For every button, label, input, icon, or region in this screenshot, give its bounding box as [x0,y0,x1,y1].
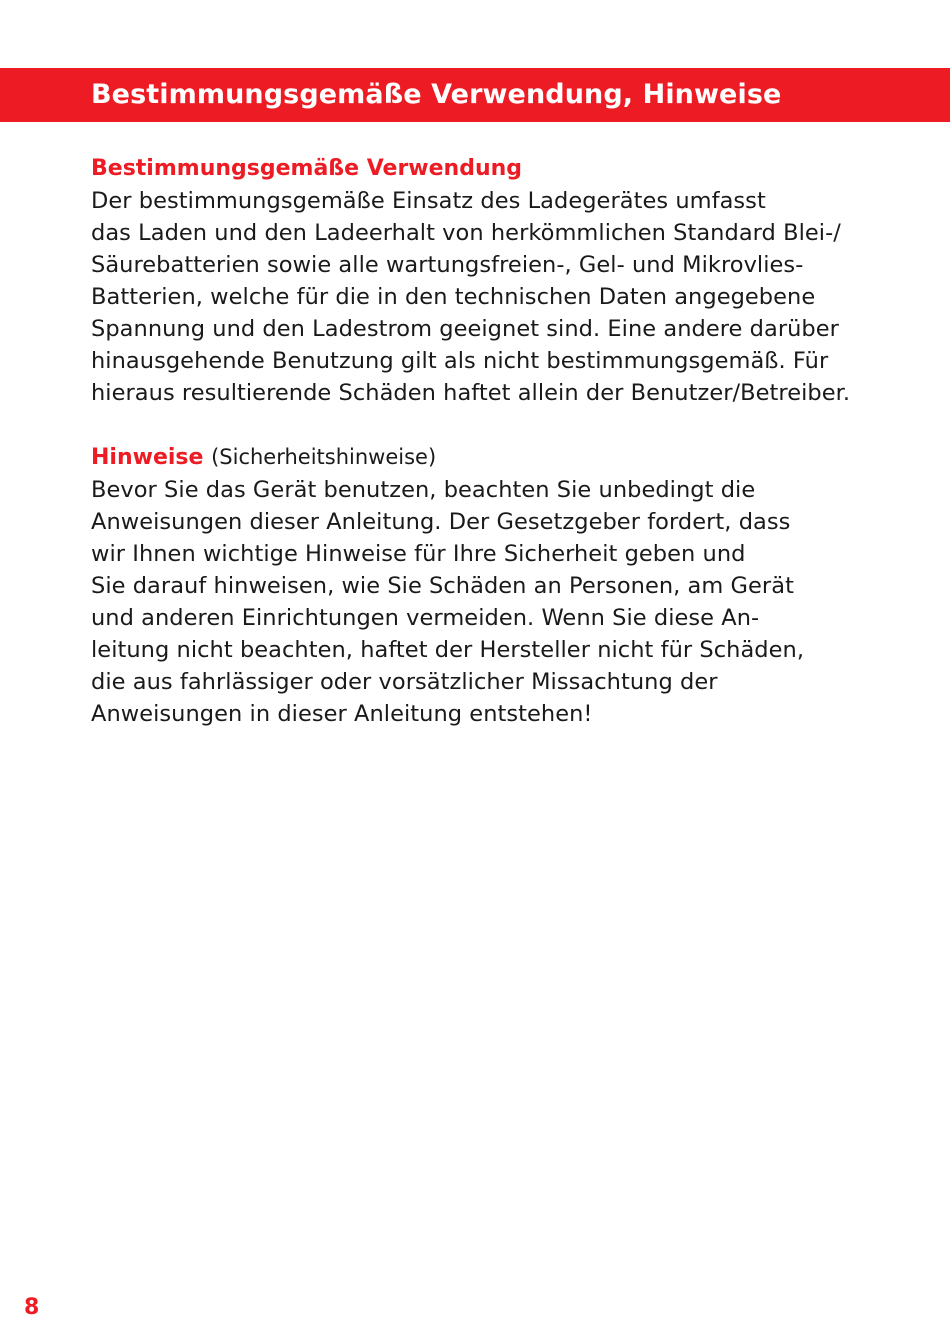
page-title: Bestimmungsgemäße Verwendung, Hinweise [91,79,782,110]
paragraph-line: Batterien, welche für die in den technischen Daten angegebene [91,284,816,310]
paragraph-line: hieraus resultierende Schäden haftet allein der Benutzer/Betreiber. [91,380,851,406]
section-heading-intended-use: Bestimmungsgemäße Verwendung [91,156,523,181]
section-heading-label: Hinweise [91,445,204,470]
paragraph-line: hinausgehende Benutzung gilt als nicht bestimmungsgemäß. Für [91,348,829,374]
paragraph-line: Anweisungen in dieser Anleitung entstehen! [91,701,593,727]
section-intended-use [91,153,911,409]
paragraph-line: die aus fahrlässiger oder vorsätzlicher Missachtung der [91,669,718,695]
paragraph-line: leitung nicht beachten, haftet der Hersteller nicht für Schäden, [91,637,805,663]
paragraph-line: wir Ihnen wichtige Hinweise für Ihre Sicherheit geben und [91,541,746,567]
page-number: 8 [24,1295,40,1320]
header-bar [0,68,950,122]
section-spacer [91,409,911,441]
section-heading-subtitle: (Sicherheitshinweise) [211,445,437,469]
paragraph-line: das Laden und den Ladeerhalt von herkömmlichen Standard Blei-/ [91,220,841,246]
section-safety-notes [91,441,911,730]
main-content [91,153,911,730]
paragraph-line: und anderen Einrichtungen vermeiden. Wenn Sie diese An- [91,605,760,631]
paragraph-line: Spannung und den Ladestrom geeignet sind. Eine andere darüber [91,316,839,342]
paragraph-line: Der bestimmungsgemäße Einsatz des Ladegerätes umfasst [91,188,766,214]
paragraph-line: Anweisungen dieser Anleitung. Der Gesetzgeber fordert, dass [91,509,791,535]
paragraph-line: Bevor Sie das Gerät benutzen, beachten Sie unbedingt die [91,477,756,503]
section-heading-safety-notes [91,441,911,474]
paragraph-line: Sie darauf hinweisen, wie Sie Schäden an Personen, am Gerät [91,573,794,599]
paragraph-line: Säurebatterien sowie alle wartungsfreien-, Gel- und Mikrovlies- [91,252,804,278]
